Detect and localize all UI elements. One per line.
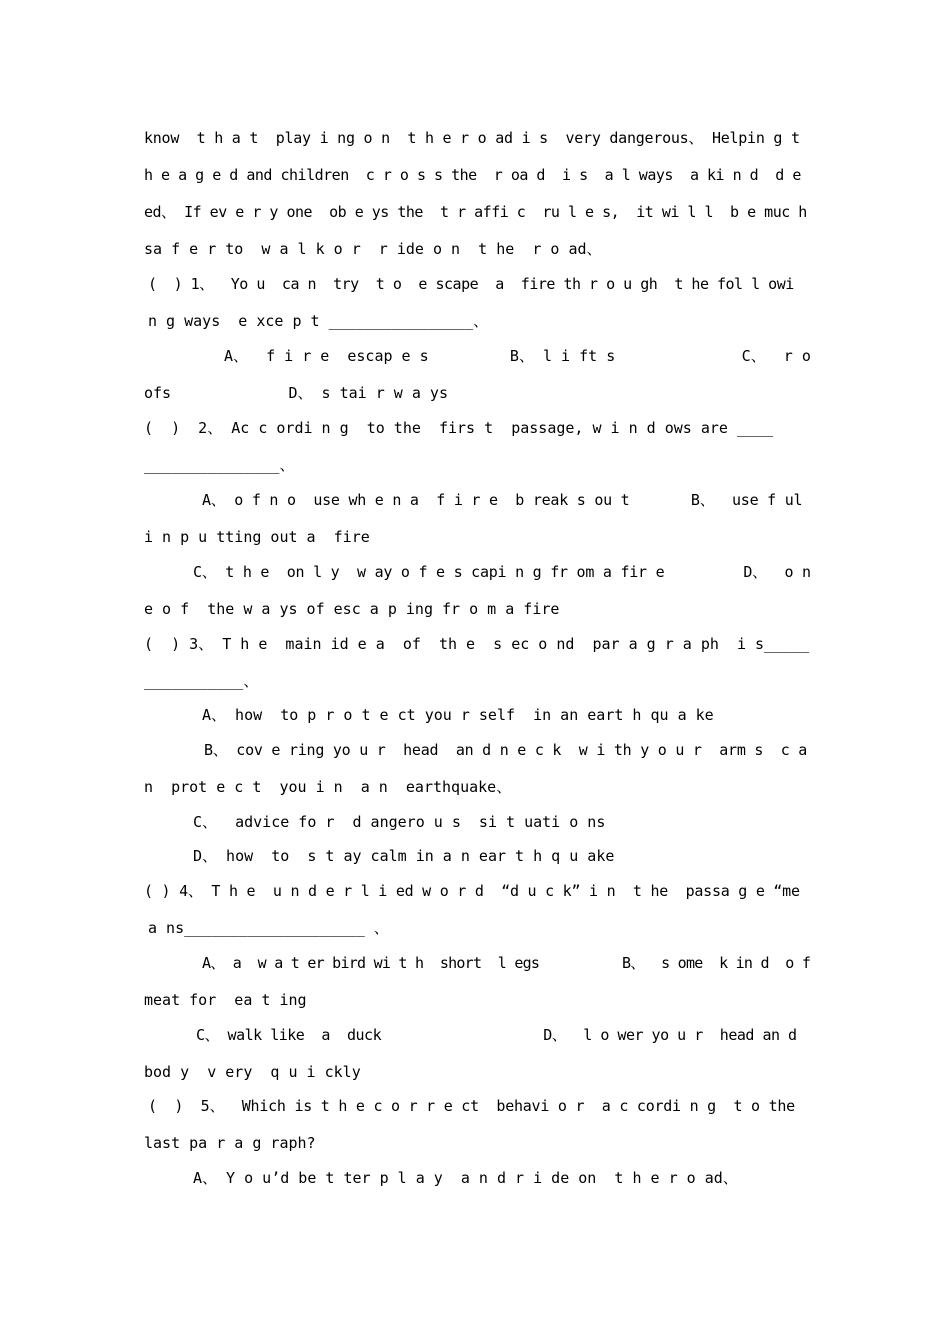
option-line: A、 o f n o use wh e n a f i r e b reak s ou t B、 use f ul — [202, 491, 803, 509]
option-line: C、 advice fo r d angero u s si t uati o ns — [193, 813, 606, 831]
option-line: A、 f i r e escap e s B、 l i ft s C、 r o — [224, 347, 811, 365]
text-line: h e a g e d and children c r o s s the r oa d i s a l ways a ki n d d e — [144, 166, 801, 184]
text-line: bod y v ery q u i ckly — [144, 1063, 361, 1081]
question-line: ( ) 2、 Ac c ordi n g to the firs t passage, w i n d ows are ____ — [144, 419, 774, 437]
text-line: ofs D、 s tai r w a ys — [144, 384, 448, 402]
question-line: ( ) 1、 Yo u ca n try t o e scape a fire th r o u gh t he fol l owi — [148, 275, 794, 293]
text-line: n prot e c t you i n a n earthquake、 — [144, 778, 512, 796]
option-line: D、 how to s t ay calm in a n ear t h q u ake — [193, 847, 615, 865]
text-line: e o f the w a ys of esc a p ing fr o m a fire — [144, 600, 560, 618]
text-line: last pa r a g raph? — [144, 1134, 316, 1152]
text-line: ed、 If ev e r y one ob e ys the t r affi c ru l e s, it wi l l b e muc h — [144, 203, 807, 221]
text-line: _______________、 — [144, 456, 295, 474]
question-line: ( ) 5、 Which is t h e c o r r e ct behavi o r a c cordi n g t o the — [148, 1097, 795, 1115]
text-line: a ns____________________ 、 — [148, 919, 389, 937]
option-line: C、 t h e on l y w ay o f e s capi n g fr om a fir e D、 o n — [193, 563, 811, 581]
question-line: ( ) 4、 T h e u n d e r l i ed w o r d “d u c k” i n t he passa g e “me — [144, 882, 800, 900]
text-line: i n p u tting out a fire — [144, 528, 370, 546]
question-line: ( ) 3、 T h e main id e a of th e s ec o nd par a g r a ph i s_____ — [144, 635, 810, 653]
option-line: C、 walk like a duck D、 l o wer yo u r head an d — [196, 1026, 797, 1044]
text-line: n g ways e xce p t ________________、 — [148, 312, 489, 330]
option-line: B、 cov e ring yo u r head an d n e c k w i th y o u r arm s c a — [204, 741, 808, 759]
option-line: A、 Y o u’d be t ter p l a y a n d r i de on t h e r o ad、 — [193, 1169, 738, 1187]
text-line: meat for ea t ing — [144, 991, 307, 1009]
option-line: A、 how to p r o t e ct you r self in an eart h qu a ke — [202, 706, 714, 724]
text-line: know t h a t play i ng o n t h e r o ad i s very dangerous、 Helpin g t — [144, 129, 800, 147]
option-line: A、 a w a t er bird wi t h short l egs B、 s ome k in d o f — [202, 954, 811, 972]
text-line: sa f e r to w a l k o r r ide o n t he r o ad、 — [144, 240, 602, 258]
text-line: ___________、 — [144, 672, 259, 690]
